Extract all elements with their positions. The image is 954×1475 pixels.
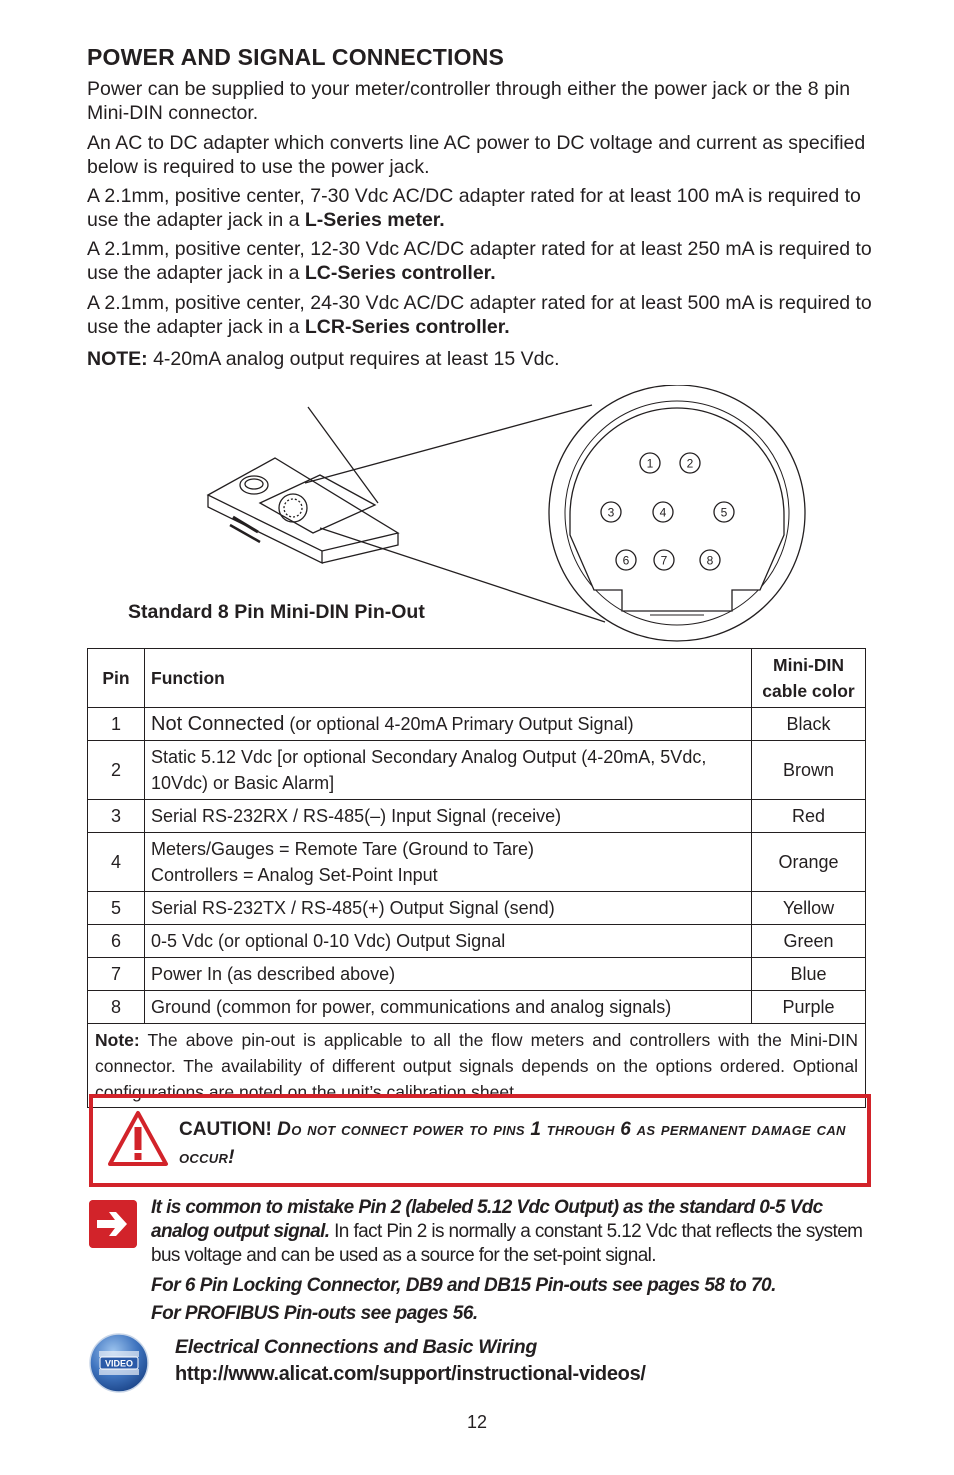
table-header-row	[88, 649, 866, 708]
arrow-right-icon	[89, 1200, 137, 1248]
table-row: 4 Meters/Gauges = Remote Tare (Ground to Tare) Controllers = Analog Set-Point Input Orange	[88, 833, 866, 892]
diagram-caption: Standard 8 Pin Mini-DIN Pin-Out	[128, 601, 425, 623]
caution-text: CAUTION! Do not connect power to pins 1 through 6 as permanent damage can occur!	[179, 1119, 846, 1168]
caution-box	[89, 1094, 871, 1187]
lc-series-paragraph: A 2.1mm, positive center, 12-30 Vdc AC/DC adapter rated for at least 250 mA is required to use the adapter jack in a LC-Series controller.	[87, 238, 872, 284]
pinout-references: For 6 Pin Locking Connector, DB9 and DB15 Pin-outs see pages 58 to 70. For PROFIBUS Pin-outs see pages 56.	[151, 1275, 776, 1324]
pin-2-label: 2	[686, 456, 694, 471]
table-row: 7 Power In (as described above) Blue	[88, 958, 866, 991]
video-link[interactable]: http://www.alicat.com/support/instructional-videos/	[175, 1363, 646, 1385]
header-function: Function	[145, 649, 752, 708]
l-series-paragraph: A 2.1mm, positive center, 7-30 Vdc AC/DC adapter rated for at least 100 mA is required to use the adapter jack in a L-Series meter.	[87, 185, 861, 231]
adapter-paragraph: An AC to DC adapter which converts line AC power to DC voltage and current as specified below is required to use the power jack.	[87, 132, 866, 178]
device-illustration	[208, 407, 398, 563]
pin-6-label: 6	[622, 553, 630, 568]
pin-8-label: 8	[706, 553, 714, 568]
table-row: 5 Serial RS-232TX / RS-485(+) Output Signal (send) Yellow	[88, 892, 866, 925]
video-badge-label: VIDEO	[104, 1358, 134, 1369]
pin-1-label: 1	[646, 456, 654, 471]
pin2-tip: It is common to mistake Pin 2 (labeled 5.12 Vdc Output) as the standard 0-5 Vdc analog output signal. In fact Pin 2 is normally a constant 5.12 Vdc that reflects the system bus voltage and can be used as a source for the set-point signal.	[151, 1197, 863, 1266]
pinout-table	[87, 648, 866, 1108]
page-number: 12	[466, 1412, 488, 1432]
leader-line-top	[305, 405, 592, 483]
table-row: 6 0-5 Vdc (or optional 0-10 Vdc) Output Signal Green	[88, 925, 866, 958]
table-note-row: Note: The above pin-out is applicable to all the flow meters and controllers with the Mini-DIN connector. The availability of different output signals depends on the options ordered. Optional configurations are noted on the unit’s calibration sheet.	[88, 1024, 866, 1108]
table-row: 1 Not Connected (or optional 4-20mA Primary Output Signal) Black	[88, 708, 866, 741]
pin-4-label: 4	[659, 505, 667, 520]
pin-3-label: 3	[607, 505, 615, 520]
pin-5-label: 5	[720, 505, 728, 520]
table-row: 2 Static 5.12 Vdc [or optional Secondary Analog Output (4-20mA, 5Vdc, 10Vdc) or Basic Alarm] Brown	[88, 741, 866, 800]
intro-paragraph: Power can be supplied to your meter/controller through either the power jack or the 8 pin Mini-DIN connector.	[87, 78, 851, 124]
table-row: 3 Serial RS-232RX / RS-485(–) Input Signal (receive) Red	[88, 800, 866, 833]
header-cable-color: Mini-DIN cable color	[752, 649, 866, 708]
pin-7-label: 7	[660, 553, 668, 568]
note-paragraph: NOTE: 4-20mA analog output requires at least 15 Vdc.	[87, 348, 560, 370]
video-icon[interactable]	[89, 1333, 149, 1393]
video-title: Electrical Connections and Basic Wiring	[175, 1336, 537, 1358]
warning-triangle-icon	[107, 1110, 169, 1168]
lcr-series-paragraph: A 2.1mm, positive center, 24-30 Vdc AC/DC adapter rated for at least 500 mA is required to use the adapter jack in a LCR-Series controller.	[87, 292, 872, 338]
page-title: POWER AND SIGNAL CONNECTIONS	[87, 44, 505, 70]
header-pin: Pin	[88, 649, 145, 708]
table-row: 8 Ground (common for power, communications and analog signals) Purple	[88, 991, 866, 1024]
